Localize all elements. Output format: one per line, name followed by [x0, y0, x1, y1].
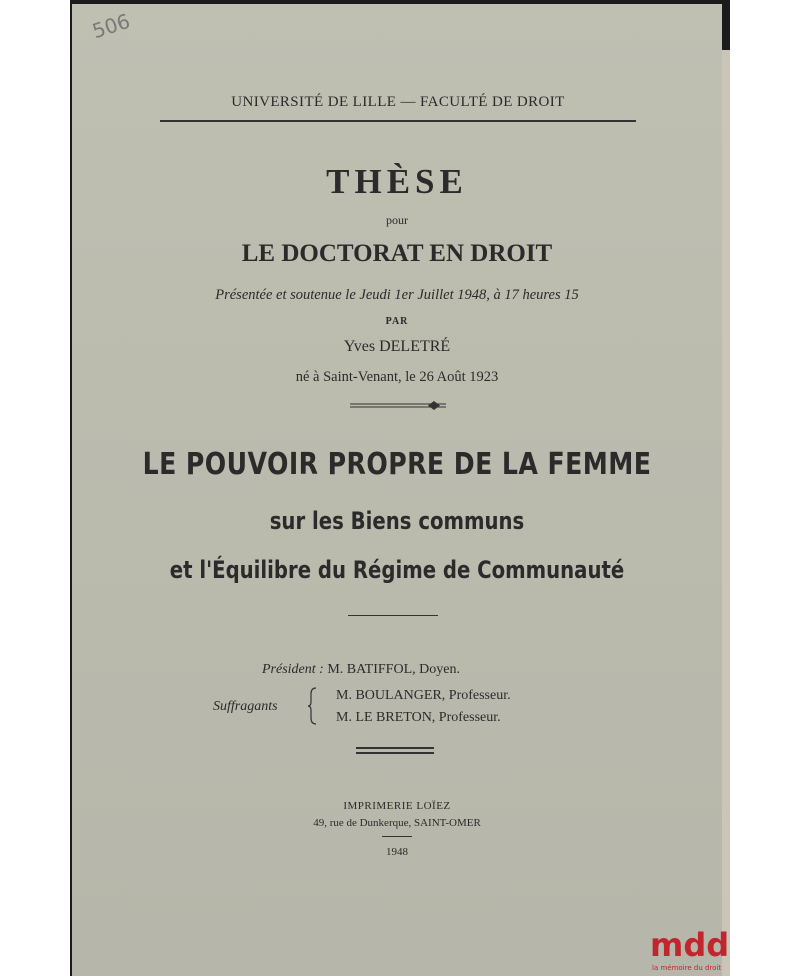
- main-title-line2: sur les Biens communs: [269, 507, 525, 535]
- suffragants-label: Suffragants: [213, 699, 278, 714]
- printer-rule: [382, 836, 412, 837]
- printer-address: 49, rue de Dunkerque, SAINT-OMER: [313, 817, 481, 829]
- president-line: [262, 662, 460, 678]
- ornament-divider: [350, 400, 446, 410]
- suffragant-1: M. BOULANGER, Professeur.: [336, 688, 511, 703]
- logo-text: mdd: [650, 926, 730, 964]
- degree-title: LE DOCTORAT EN DROIT: [241, 240, 553, 267]
- presentation-date: Présentée et soutenue le Jeudi 1er Juillet 1948, à 17 heures 15: [215, 287, 579, 303]
- par-text: PAR: [385, 316, 409, 327]
- university-header: UNIVERSITÉ DE LILLE — FACULTÉ DE DROIT: [231, 94, 565, 110]
- page-edge: [722, 50, 730, 976]
- title-page: [72, 4, 722, 976]
- president-label: Président :: [262, 662, 324, 677]
- publication-year: 1948: [386, 846, 408, 858]
- mdd-logo: [648, 920, 732, 976]
- brace-icon: [308, 687, 318, 725]
- suffragant-2: M. LE BRETON, Professeur.: [336, 710, 501, 725]
- main-title-line1: LE POUVOIR PROPRE DE LA FEMME: [142, 447, 652, 482]
- president-name: M. BATIFFOL, Doyen.: [327, 662, 460, 677]
- author-name: Yves DELETRÉ: [343, 338, 451, 355]
- thesis-word: THÈSE: [326, 162, 468, 201]
- author-birth: né à Saint-Venant, le 26 Août 1923: [295, 369, 499, 385]
- jury-rule-bottom: [356, 752, 434, 754]
- jury-rule-top: [356, 747, 434, 749]
- title-rule: [348, 615, 438, 616]
- pour-text: pour: [386, 213, 408, 227]
- main-title-line3: et l'Équilibre du Régime de Communauté: [169, 556, 625, 584]
- header-rule: [160, 120, 636, 122]
- handwritten-note: 506: [89, 8, 133, 44]
- printer-name: IMPRIMERIE LOÏEZ: [343, 800, 451, 812]
- logo-subtext: la mémoire du droit: [652, 964, 722, 972]
